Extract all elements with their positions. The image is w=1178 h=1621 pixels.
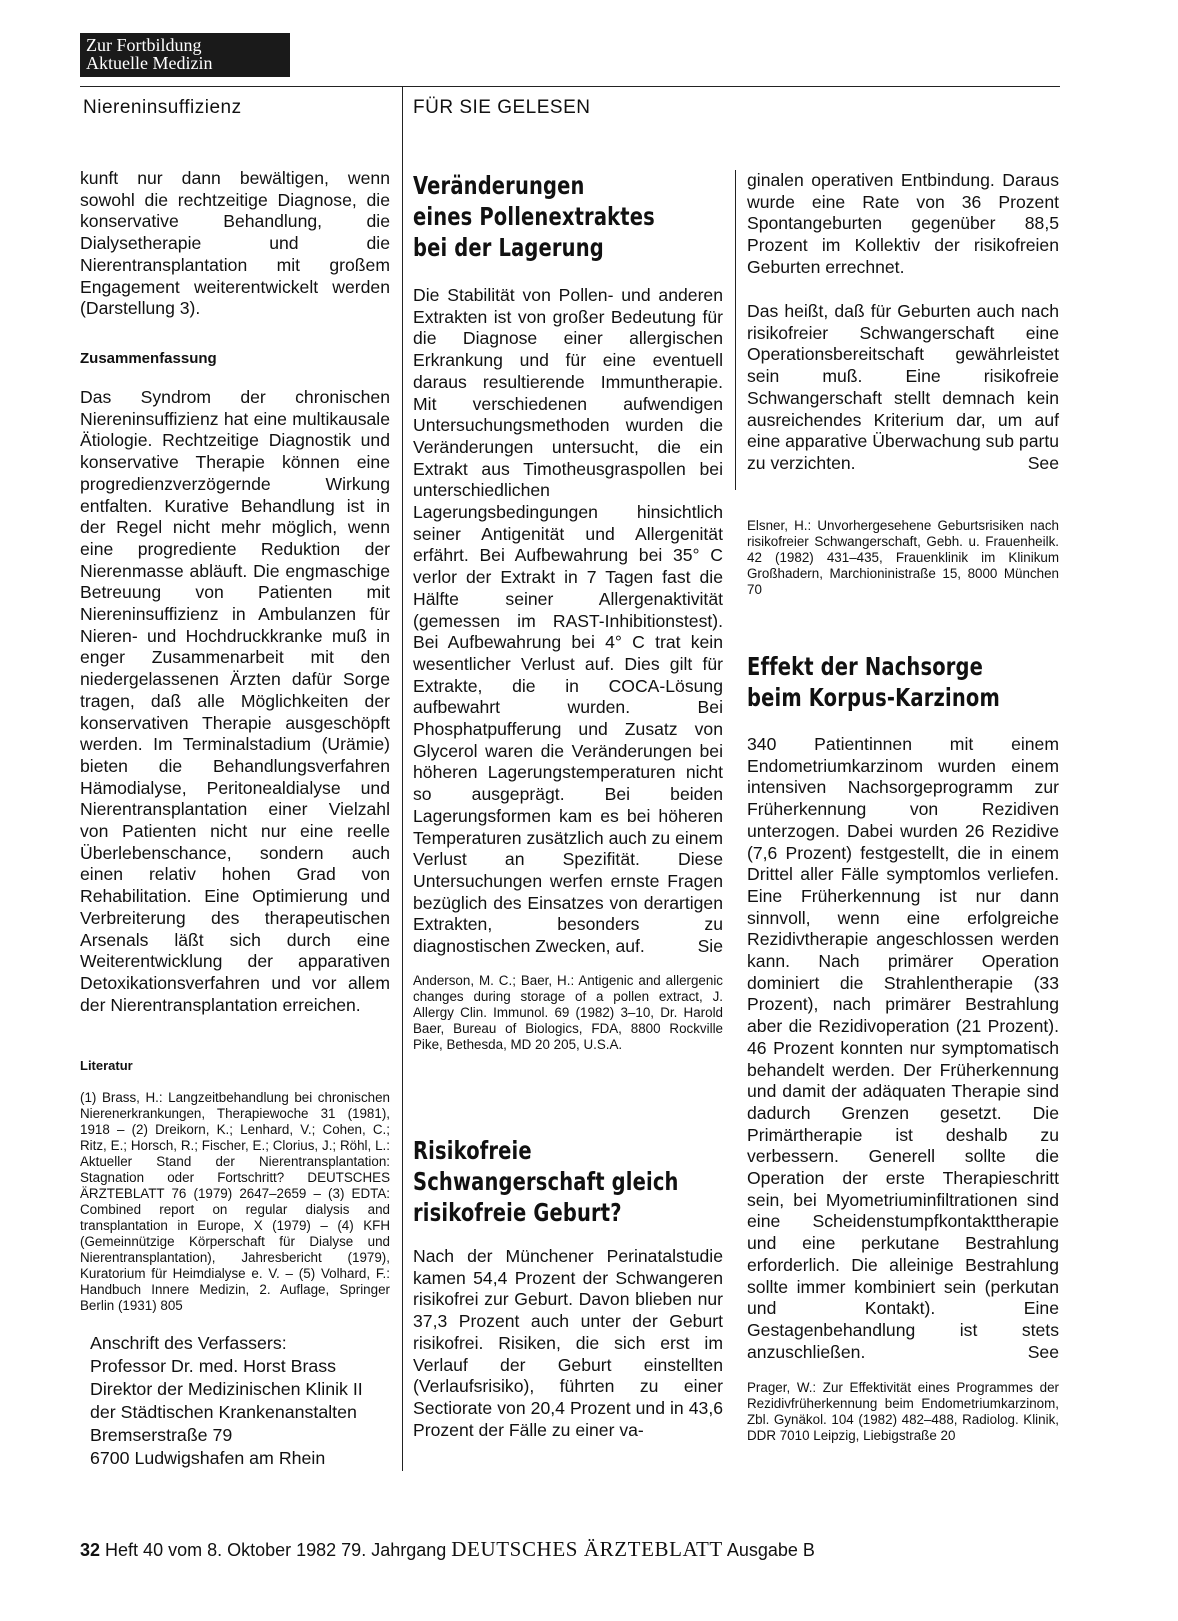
issue-info: Heft 40 vom 8. Oktober 1982 79. Jahrgang: [105, 1540, 447, 1560]
address-line: Professor Dr. med. Horst Brass: [90, 1356, 337, 1376]
article1-body: [413, 285, 723, 958]
summary-text: Das Syndrom der chronischen Niereninsuffizienz hat eine multikausale Ätiologie. Rechtzeitige Diagnostik und konservative Therapie können eine progredienzverzögernde Wirkung entfalten. Kurative Behandlung ist in der Regel nicht mehr möglich, wenn eine progrediente Reduktion der Nierenmasse abläuft. Die engmaschige Betreuung von Patienten mit Niereninsuffizienz in Ambulanzen für Nieren- und Hochdruckkranke muß in enger Zusammenarbeit mit den niedergelassenen Ärzten dafür Sorge tragen, daß alle Möglichkeiten der konservativen Therapie ausgeschöpft werden. Im Terminalstadium (Urämie) bieten die Behandlungsverfahren Hämodialyse, Peritonealdialyse und Nierentransplantation einer Vielzahl von Patienten nicht nur eine reelle Überlebenschance, sondern auch einen relativ hohen Grad von Rehabilitation. Eine Optimierung und Verbreiterung des therapeutischen Arsenals läßt sich durch eine Weiterentwicklung der apparativen Detoxikationsverfahren und vor allem der Nierentransplantation erreichen.: [80, 387, 390, 1015]
address-line: Bremserstraße 79: [90, 1425, 233, 1445]
article1-signoff: Sie: [697, 936, 723, 957]
article3-reference: Prager, W.: Zur Effektivität eines Programmes der Rezidivfrüherkennung beim Endometriumkarzinom, Zbl. Gynäkol. 104 (1982) 482–488, Radiolog. Klinik, DDR 7010 Leipzig, Liebigstraße 20: [747, 1380, 1059, 1443]
summary-heading: Zusammenfassung: [80, 350, 217, 367]
address-line: 6700 Ludwigshafen am Rhein: [90, 1448, 326, 1468]
article1-reference: Anderson, M. C.; Baer, H.: Antigenic and allergenic changes during storage of a pollen extract, J. Allergy Clin. Immunol. 69 (1982) 3–10, Dr. Harold Baer, Bureau of Biologics, FDA, 8800 Rockville Pike, Bethesda, MD 20 205, U.S.A.: [413, 973, 723, 1052]
right-rubric: FÜR SIE GELESEN: [413, 97, 591, 118]
article2-signoff: See: [1027, 452, 1059, 473]
header-rule: [80, 86, 1060, 87]
article1-title: [413, 170, 655, 263]
article2-title: [413, 1135, 679, 1228]
col1-intro: kunft nur dann bewältigen, wenn sowohl die rechtzeitige Diagnose, die konservative Behandlung, die Dialysetherapie und die Nierentransplantation mit großem Engagement weiterentwickelt werden (Darstellung 3).: [80, 168, 390, 319]
title-line: bei der Lagerung: [413, 233, 604, 262]
article3-body: [747, 734, 1059, 1363]
section-badge: [80, 33, 290, 77]
article3-text: 340 Patientinnen mit einem Endometriumkarzinom wurden einem intensiven Nachsorgeprogramm zur Früherkennung von Rezidiven unterzogen. Dabei wurden 26 Rezidive (7,6 Prozent) festgestellt, die in einem Drittel aller Fälle symptomlos verliefen. Eine Früherkennung ist nur dann sinnvoll, wenn eine erfolgreiche Rezidivtherapie angeschlossen werden kann. Nach primärer Operation dominiert die Strahlentherapie (33 Prozent), nach primärer Bestrahlung aber die Rezidivoperation (21 Prozent). 46 Prozent konnten nur symptomatisch behandelt werden. Der Früherkennung und damit der adäquaten Therapie sind dadurch Grenzen gesetzt. Die Primärtherapie ist deshalb zu verbessern. Generell sollte die Operation der erste Therapieschritt sein, bei Myometriuminfiltrationen sind eine Scheidenstumpfkontakttherapie und eine perkutane Bestrahlung erforderlich. Die alleinige Bestrahlung sollte immer kombiniert sein (perkutan und Kontakt). Eine Gestagenbehandlung ist stets anzuschließen.: [747, 734, 1059, 1362]
address-line: der Städtischen Krankenanstalten: [90, 1402, 357, 1422]
article2-conclusion: [747, 301, 1059, 475]
title-line: Schwangerschaft gleich: [413, 1167, 679, 1196]
title-line: eines Pollenextraktes: [413, 202, 655, 231]
magazine-name: DEUTSCHES ÄRZTEBLATT: [451, 1537, 723, 1561]
edition: Ausgabe B: [726, 1540, 815, 1560]
page-number: 32: [80, 1540, 101, 1560]
badge-line-2: Aktuelle Medizin: [86, 53, 213, 73]
title-line: Effekt der Nachsorge: [747, 652, 984, 681]
literature-text: (1) Brass, H.: Langzeitbehandlung bei chronischen Nierenerkrankungen, Therapiewoche 31 (1981), 1918 – (2) Dreikorn, K.; Lenhard, V.; Cohen, C.; Ritz, E.; Horsch, R.; Fischer, E.; Clorius, J.; Röhl, L.: Aktueller Stand der Nierentransplantation: Stagnation oder Fortschritt? DEUTSCHES ÄRZTEBLATT 76 (1979) 2647–2659 – (3) EDTA: Combined report on regular dialysis and transplantation in Europe, X (1979) – (4) KFH (Gemeinnützige Körperschaft für Dialyse und Nierentransplantation), Jahresbericht (1979), Kuratorium für Heimdialyse e. V. – (5) Volhard, F.: Handbuch Innere Medizin, 2. Auflage, Springer Berlin (1931) 805: [80, 1090, 390, 1313]
literature-heading: Literatur: [80, 1058, 133, 1073]
title-line: beim Korpus-Karzinom: [747, 683, 1000, 712]
article2-continued: ginalen operativen Entbindung. Daraus wurde eine Rate von 36 Prozent Spontangeburten gegenüber 88,5 Prozent im Kollektiv der risikofreien Geburten errechnet.: [747, 170, 1059, 277]
article3-title: [747, 651, 1000, 713]
article2-reference: Elsner, H.: Unvorhergesehene Geburtsrisiken nach risikofreier Schwangerschaft, Gebh. u. Frauenheilk. 42 (1982) 431–435, Frauenklinik im Klinikum Großhadern, Marchioninistraße 15, 8000 München 70: [747, 518, 1059, 597]
title-line: risikofreie Geburt?: [413, 1198, 622, 1227]
badge-line-1: Zur Fortbildung: [86, 35, 202, 55]
left-rubric: Niereninsuffizienz: [83, 97, 242, 118]
address-line: Anschrift des Verfassers:: [90, 1333, 287, 1353]
column-divider-1: [402, 86, 403, 1471]
article2-text: Nach der Münchener Perinatalstudie kamen 54,4 Prozent der Schwangeren risikofrei zur Geburt. Davon blieben nur 37,3 Prozent auch unter der Geburt risikofrei. Risiken, die sich erst im Verlauf der Geburt einstellten (Verlaufsrisiko), führten zu einer Sectiorate von 20,4 Prozent und in 43,6 Prozent der Fälle zu einer va-: [413, 1246, 723, 1440]
address-line: Direktor der Medizinischen Klinik II: [90, 1379, 363, 1399]
author-address: [90, 1332, 390, 1470]
title-line: Veränderungen: [413, 171, 585, 200]
column-divider-2: [735, 170, 736, 490]
article3-signoff: See: [1027, 1341, 1059, 1362]
title-line: Risikofreie: [413, 1136, 532, 1165]
article1-text: Die Stabilität von Pollen- und anderen Extrakten ist von großer Bedeutung für die Diagnose einer allergischen Erkrankung und für eine eventuell daraus resultierende Immuntherapie. Mit verschiedenen aufwendigen Untersuchungsmethoden wurden die Veränderungen untersucht, die ein Extrakt aus Timotheusgraspollen bei unterschiedlichen Lagerungsbedingungen hinsichtlich seiner Antigenität und Allergenität erfährt. Bei Aufbewahrung bei 35° C verlor der Extrakt in 7 Tagen fast die Hälfte seiner Allergenaktivität (gemessen im RAST-Inhibitionstest). Bei Aufbewahrung bei 4° C trat kein wesentlicher Verlust auf. Dies gilt für Extrakte, die in COCA-Lösung aufbewahrt wurden. Bei Phosphatpufferung und Zusatz von Glycerol waren die Veränderungen bei höheren Lagerungstemperaturen nicht so ausgeprägt. Bei beiden Lagerungsformen kam es bei höheren Temperaturen zusätzlich auch zu einem Verlust an Spezifität. Diese Untersuchungen werfen ernste Fragen bezüglich des Einsatzes von derartigen Extrakten, besonders zu diagnostischen Zwecken, auf.: [413, 285, 724, 957]
article2-conclusion-text: Das heißt, daß für Geburten auch nach risikofreier Schwangerschaft eine Operationsbereitschaft gewährleistet sein muß. Eine risikofreie Schwangerschaft stellt demnach kein ausreichendes Kriterium dar, um auf eine apparative Überwachung sub partu zu verzichten.: [747, 301, 1060, 473]
page-footer: [80, 1537, 815, 1562]
